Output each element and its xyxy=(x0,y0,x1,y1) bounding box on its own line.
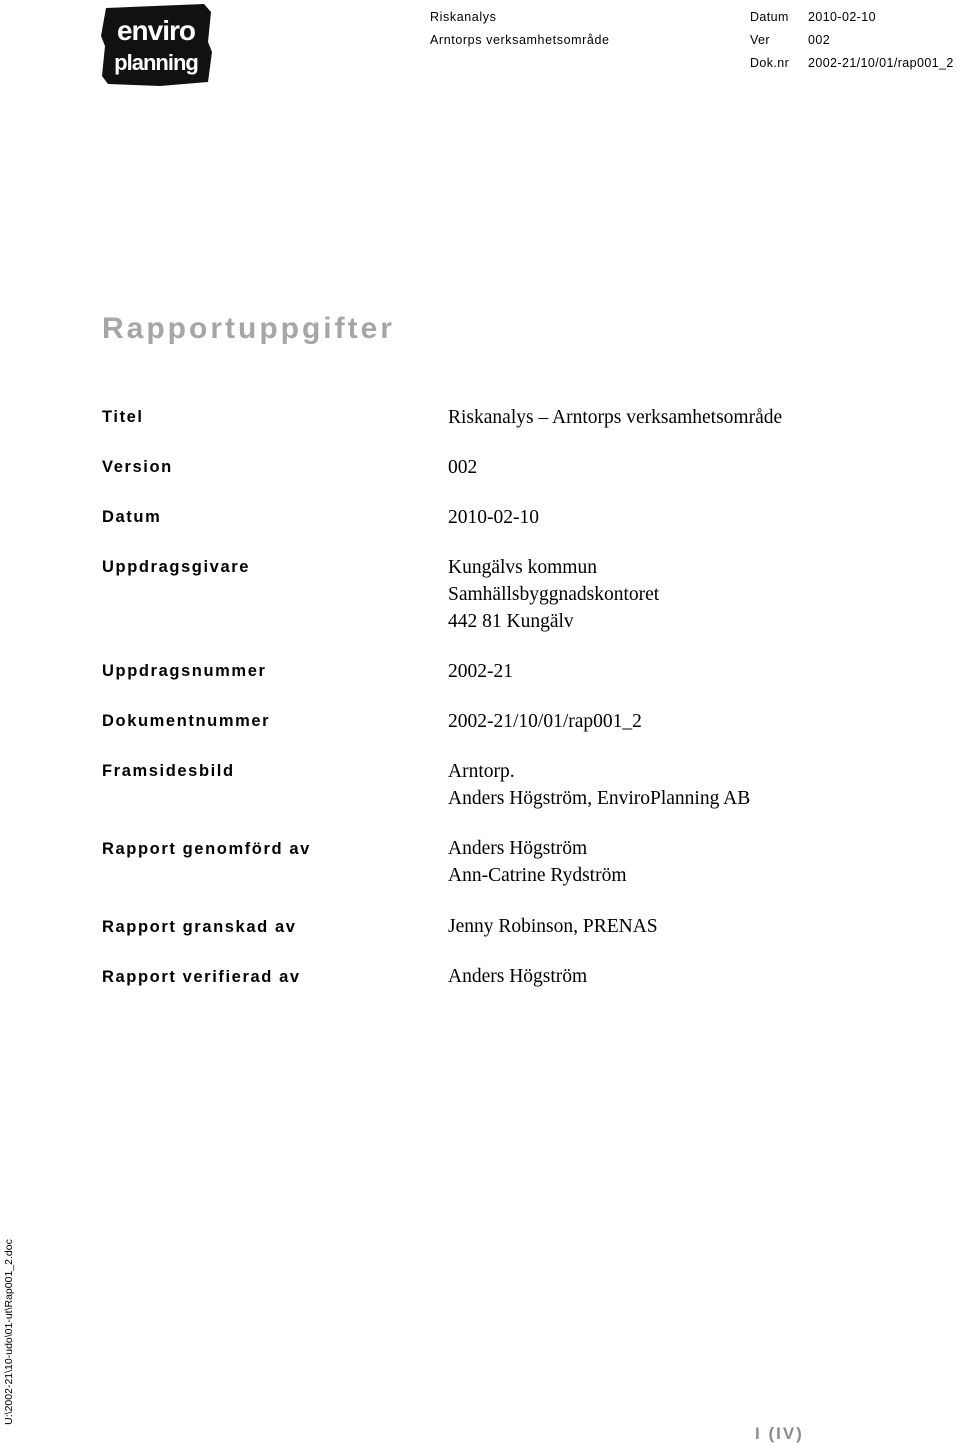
info-value xyxy=(448,554,659,635)
info-label: Uppdragsnummer xyxy=(102,662,267,680)
info-value-line: Kungälvs kommun xyxy=(448,557,597,578)
logo-text-enviro: enviro xyxy=(116,15,196,46)
info-value-line: Riskanalys – Arntorps verksamhetsområde xyxy=(448,407,783,428)
header-field-value: 002 xyxy=(808,33,831,47)
file-path-vertical xyxy=(0,1238,18,1425)
page-number: I (IV) xyxy=(755,1424,804,1443)
info-value-line: Anders Högström xyxy=(448,838,588,859)
info-value-line: 2002-21/10/01/rap001_2 xyxy=(448,711,642,732)
logo-text-planning: planning xyxy=(114,50,198,75)
info-value xyxy=(448,913,658,940)
info-label: Version xyxy=(102,458,173,476)
info-value-line: Arntorp. xyxy=(448,761,515,782)
header-field-label: Dok.nr xyxy=(750,56,790,70)
header-subtitle: Arntorps verksamhetsområde xyxy=(430,33,610,47)
enviroplanning-logo xyxy=(100,2,214,86)
info-label: Rapport granskad av xyxy=(102,918,297,936)
header-field-label: Datum xyxy=(750,10,789,24)
info-value-line: Anders Högström xyxy=(448,966,588,987)
info-value-line: Jenny Robinson, PRENAS xyxy=(448,916,658,937)
info-value xyxy=(448,708,642,735)
info-value-line: 2010-02-10 xyxy=(448,507,539,528)
info-label: Framsidesbild xyxy=(102,762,235,780)
header-title: Riskanalys xyxy=(430,10,497,24)
document-header-title xyxy=(430,9,610,55)
info-label: Uppdragsgivare xyxy=(102,558,251,576)
header-field-doknr xyxy=(750,55,954,78)
info-value xyxy=(448,963,587,990)
info-value-line: Samhällsbyggnadskontoret xyxy=(448,584,660,605)
info-value xyxy=(448,404,782,431)
section-title: Rapportuppgifter xyxy=(102,312,395,345)
info-label: Titel xyxy=(102,408,144,426)
header-field-label: Ver xyxy=(750,33,770,47)
header-field-value: 2002-21/10/01/rap001_2 xyxy=(808,56,954,70)
info-value xyxy=(448,454,477,481)
info-value-line: Anders Högström, EnviroPlanning AB xyxy=(448,788,751,809)
header-field-value: 2010-02-10 xyxy=(808,10,876,24)
info-value xyxy=(448,835,627,889)
header-field-datum xyxy=(750,9,954,32)
info-value xyxy=(448,758,750,812)
info-value-line: 002 xyxy=(448,457,478,478)
info-label: Dokumentnummer xyxy=(102,712,271,730)
info-value-line: Ann-Catrine Rydström xyxy=(448,865,627,886)
file-path-text: U:\2002-21\10-udo\01-ut\Rap001_2.doc xyxy=(3,1238,15,1425)
info-label: Rapport verifierad av xyxy=(102,968,301,986)
info-label: Datum xyxy=(102,508,162,526)
header-field-ver xyxy=(750,32,954,55)
info-value xyxy=(448,504,539,531)
info-value-line: 442 81 Kungälv xyxy=(448,611,574,632)
info-value-line: 2002-21 xyxy=(448,661,513,682)
document-header-meta xyxy=(750,9,954,78)
info-label: Rapport genomförd av xyxy=(102,840,311,858)
info-value xyxy=(448,658,513,685)
